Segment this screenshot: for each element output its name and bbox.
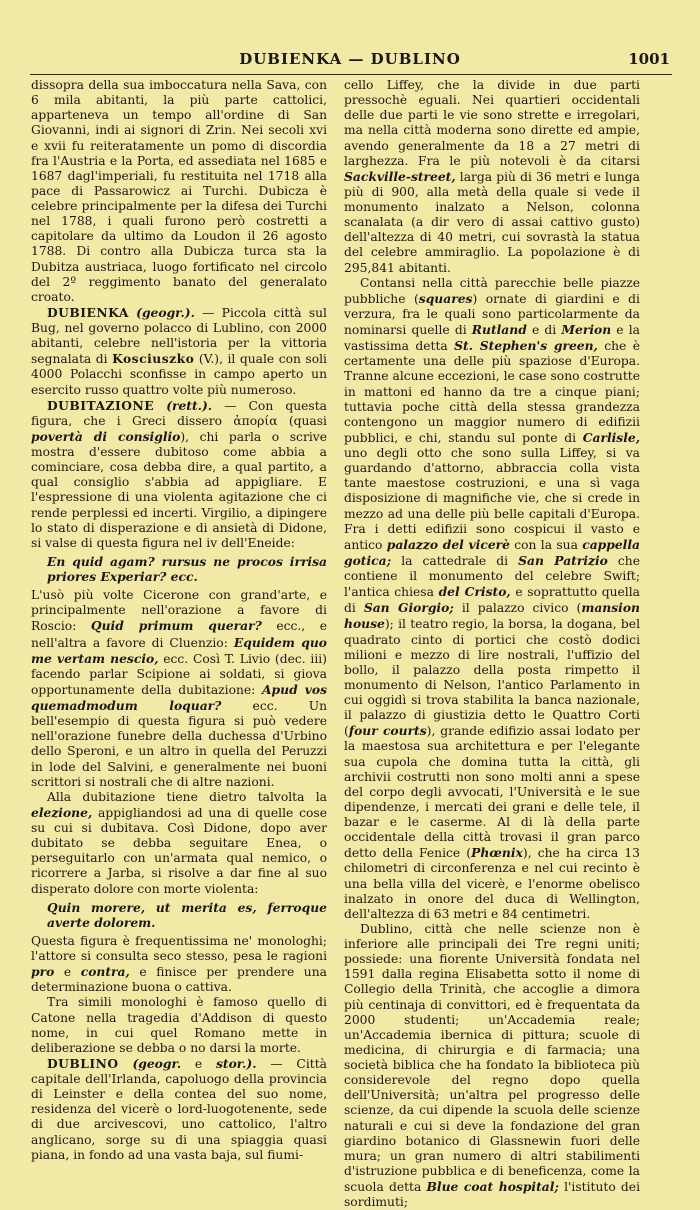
place-san-patrizio: San Patrizio xyxy=(518,552,608,568)
left-column xyxy=(31,78,327,1162)
text: appigliandosi ad una di quelle cose su cui si dubitava. Così Didone, dopo aver dubitato se debba seguitare Enea, o perseguitarlo con un'armata qual nemico, o ricorrere a Jarba, si risolve a dar fine al suo disperato dolore con morte violenta: xyxy=(31,805,327,896)
text: ), chi parla o scrive mostra d'essere dubitoso come abbia a cominciare, cosa debba dire, a qual partito, a qual consiglio s'abbia ad appigliare. E l'espressione di una violenta agitazione che ci rende perplessi ed incerti. Virgilio, a dipingere lo stato di disperazione e di ansietà di Didone, si valse di questa figura nel iv dell'Eneide: xyxy=(31,429,327,550)
text: ); il teatro regio, la borsa, la dogana, bel quadrato cinto di portici che costò dodici milioni e mezzo di lire nostrali, l'uffizio del bollo, il palazzo della posta rimpetto il monumento di Nelson, l'antico Parlamento in cui oggidì si trova stabilita la banca nazionale, il palazzo di giustizia detto le Quattro Corti ( xyxy=(344,617,640,739)
place-sackville: Sackville-street, xyxy=(344,168,456,184)
place-cappella: cappella gotica; xyxy=(344,536,640,568)
entry-dublino xyxy=(31,1056,327,1163)
term-elezione: elezione, xyxy=(31,804,93,820)
running-title: DUBIENKA — DUBLINO xyxy=(239,50,461,68)
text: Contansi nella città parecchie belle piazze pubbliche ( xyxy=(344,275,640,306)
text: Dublino, città che nelle scienze non è inferiore alle principali dei Tre regni uniti; possiede: una fiorente Università fondata nel 1591 dalla regina Elisabetta sotto il nome di Collegio della Trinità, che accoglie a dimora più centinaja di convittori, ed è frequentata da 2000 studenti; un'Accademia reale; un'Accademia ibernica di pittura; scuole di medicina, di chirurgia e di farmacia; una società biblica che ha fondato la biblioteca più considerevole del regno dopo quella dell'Università; un'altra pel progresso delle scienze, da cui dipende la scuola delle scienze naturali e cui si deve la fondazione del gran giardino botanico di Glassnewin fuori delle mura; un gran numero di altri stabilimenti d'istruzione pubblica e di beneficenza, come la scuola detta xyxy=(344,921,640,1194)
text: ), grande edifizio assai lodato per la maestosa sua architettura e per l'elegante sua cupola che domina tutta la città, gli archivii costrutti non sono molti anni a spese del corpo degli avvocati, l'Università e le sue dipendenze, i mercati dei grani e delle tele, il bazar e le caserme. Al di là della parte occidentale della città trovasi il gran parco detto della Fenice ( xyxy=(344,724,640,861)
place-blue-coat: Blue coat hospital; xyxy=(426,1179,559,1194)
tag-geogr: (geogr.). xyxy=(136,304,195,320)
page-number: 1001 xyxy=(628,50,670,68)
text: larga più di 36 metri e lunga più di 900, alla metà della quale si vede il monumento inalzato a Nelson, colonna scanalata (a dir vero di assai cattivo gusto) dell'altezza di 40 metri, cui sovrastà la statua del celebre ammiraglio. La popolazione è di 295,841 abitanti. xyxy=(344,169,640,275)
term-poverta: povertà di consiglio xyxy=(31,428,181,444)
text: (V.), il quale con soli 4000 Polacchi sconfisse in campo aperto un esercito russo quattro volte più numeroso. xyxy=(31,352,327,397)
text: che è certamente una delle più spaziose d'Europa. Tranne alcune eccezioni, le case sono costrutte in mattoni ed hanno da tre a cinque piani; tuttavia poche città della stessa grandezza contengono un maggior numero di edifizii pubblici, e chi, standu sul ponte di xyxy=(344,339,640,445)
text: che contiene il monumento del celebre Swift; l'antica chiesa xyxy=(344,553,641,600)
text: L'usò più volte Cicerone con grand'arte, e principalmente nell'orazione a favore di Roscio: xyxy=(31,588,327,634)
term-phoenix: Phœnix xyxy=(471,845,523,861)
text: cello Liffey, che la divide in due parti pressochè eguali. Nei quartieri occidentali delle due parti le vie sono strette e irregolari, ma nella città moderna sono dirette ed ampie, avendo generalmente da 18 a 27 metri di larghezza. Fra le più notevoli è da citarsi xyxy=(344,78,640,168)
text: l'istituto dei sordimuti; xyxy=(344,1180,641,1210)
place-san-giorgio: San Giorgio; xyxy=(363,600,454,616)
term-squares: squares xyxy=(418,290,473,306)
tag-stor: stor.). xyxy=(215,1055,257,1071)
right-column xyxy=(344,78,641,1210)
entry-dubitazione xyxy=(31,398,327,551)
headword-dubitazione: DUBITAZIONE xyxy=(47,397,155,413)
paragraph-liffey xyxy=(344,78,640,276)
headword-dublino: DUBLINO xyxy=(47,1055,119,1071)
paragraph-cicerone xyxy=(31,588,327,790)
place-carlisle: Carlisle, xyxy=(582,429,640,445)
text: — Città capitale dell'Irlanda, capoluogo della provincia di Leinster e della contea del suo nome, residenza del vicerè o lord-luogotenente, sede di due arcivescovi, uno cattolico, l'altro anglicano, sorge su di una spiaggia quasi piana, in fondo ad una vasta baja, sul fiumi- xyxy=(31,1056,327,1162)
text: e xyxy=(54,965,81,980)
text: — Piccola città sul Bug, nel governo polacco di Lublino, con 2000 abitanti, celebre nell'istoria per la vittoria segnalata di xyxy=(31,305,327,367)
term-four-courts: four courts xyxy=(348,723,427,739)
text: ecc., e nell'altra a favore di Cluenzio: xyxy=(31,619,327,650)
paragraph-dubicza: dissopra della sua imboccatura nella Sava, con 6 mila abitanti, la più parte cattolici, apparteneva un tempo all'ordine di San Giovanni, indi ai signori di Zrin. Nei secoli xvi e xvii fu reiteratamente un pomo di discordia fra l'Austria e la Porta, ed assediata nel 1685 e 1687 dagl'imperiali, fu restituita nel 1718 alla pace di Passarowicz ai Turchi. Dubicza è celebre principalmente per la difesa dei Turchi nel 1788, i quali furono però costretti a capitolare da ultimo da Loudon il 26 agosto 1788. Di contro alla Dubicza turca sta la Dubitza austriaca, luogo fortificato nel circolo del 2º reggimento banato del generalato croato. xyxy=(31,78,327,304)
text: ) ornate di giardini e di verzura, fra le quali sono particolarmente da nominarsi quelle di xyxy=(344,291,640,337)
term-pro: pro xyxy=(31,964,55,980)
text: ecc. Un bell'esempio di questa figura si può vedere nell'orazione funebre della duchessa d'Urbino dello Speroni, e un altro in quella del Peruzzi in lode del Salvini, e generalmente nei buoni scrittori si nostrali che di altre nazioni. xyxy=(31,699,327,789)
header-rule xyxy=(30,74,672,75)
place-rutland: Rutland xyxy=(471,322,527,337)
text: Questa figura è frequentissima ne' monologhi; l'attore si consulta seco stesso, pesa le ragioni xyxy=(31,933,327,963)
text: e xyxy=(181,1056,216,1071)
quote-apud-vos: Apud vos quemadmodum loquar? xyxy=(31,681,327,713)
term-mansion-house: mansion house xyxy=(344,600,640,632)
paragraph-monologhi xyxy=(31,934,327,996)
text: uno degli otto che sono sulla Liffey, si va guardando d'attorno, abbraccia colla vista tante maestose costruzioni, e una sì vaga disposizione di magnifiche vie, che si crede in mezzo ad una delle più belle capitali d'Europa. Fra i detti edifizii sono cospicui il vasto e antico xyxy=(344,446,640,552)
place-merion: Merion xyxy=(561,322,612,337)
paragraph-catone: Tra simili monologhi è famoso quello di Catone nella tragedia d'Addison di questo nome, in cui quel Romano mette in deliberazione se debba o no darsi la morte. xyxy=(31,995,327,1055)
tag-geogr: (geogr. xyxy=(132,1055,182,1071)
paragraph-scienze xyxy=(344,922,640,1210)
paragraph-elezione xyxy=(31,790,327,897)
text: la cattedrale di xyxy=(391,553,519,568)
text: e soprattutto quella di xyxy=(344,585,641,616)
text: il palazzo civico ( xyxy=(453,601,582,616)
text: con la sua xyxy=(509,537,583,552)
ref-kosciuszko: Kosciuszko xyxy=(112,351,195,367)
paragraph-piazze xyxy=(344,276,640,922)
term-contra: contra, xyxy=(80,964,130,980)
place-palazzo-vicere: palazzo del vicerè xyxy=(386,536,510,552)
text: e finisce per prendere una determinazione buona o cattiva. xyxy=(31,965,327,995)
running-header xyxy=(30,50,670,76)
place-del-cristo: del Cristo, xyxy=(438,584,511,600)
headword-dubienka: DUBIENKA xyxy=(47,304,129,320)
place-stephens-green: St. Stephen's green, xyxy=(454,338,598,354)
text: Alla dubitazione tiene dietro talvolta la xyxy=(47,789,327,804)
text: e la vastissima detta xyxy=(344,323,641,354)
quote-quin-morere: Quin morere, ut merita es, ferroque averte dolorem. xyxy=(47,899,327,930)
text: e di xyxy=(526,323,562,337)
quote-equidem: Equidem quo me vertam nescio, xyxy=(31,634,327,666)
quote-virgilio: En quid agam? rursus ne procos irrisa priores Experiar? ecc. xyxy=(47,553,327,584)
text: ecc. Così T. Livio (dec. iii) facendo parlar Scipione ai soldati, si giova opportunamente della dubitazione: xyxy=(31,651,327,697)
quote-quid-primum: Quid primum querar? xyxy=(90,618,262,634)
tag-rett: (rett.). xyxy=(166,397,213,413)
entry-dubienka xyxy=(31,305,327,398)
text: ), che ha circa 13 chilometri di circonferenza e nel cui recinto è una bella villa del vicerè, e l'enorme obelisco inalzato in onore del duca di Wellington, dell'altezza di 63 metri e 84 centimetri. xyxy=(344,846,640,921)
text: — Con questa figura, che i Greci dissero ἀπορία (quasi xyxy=(31,398,327,428)
